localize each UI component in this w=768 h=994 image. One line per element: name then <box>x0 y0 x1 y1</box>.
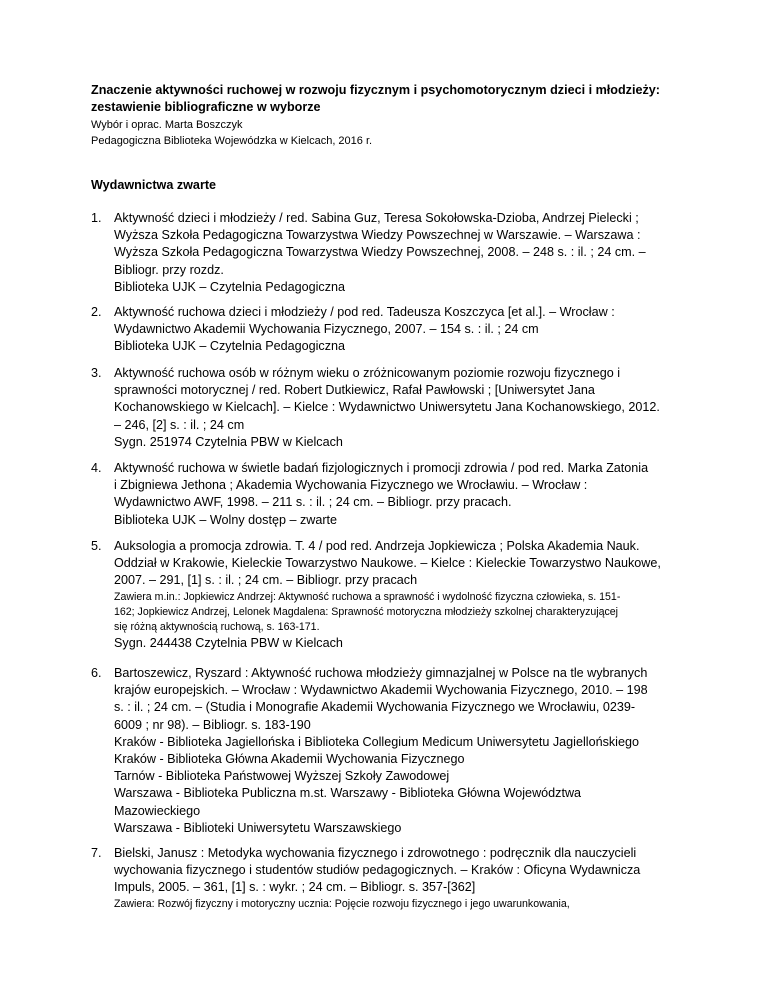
bibliography-entry-7 <box>91 845 691 912</box>
entry-number: 5. <box>91 539 102 553</box>
entry-line: Auksologia a promocja zdrowia. T. 4 / pod red. Andrzeja Jopkiewicza ; Polska Akademia Nauk. <box>114 539 640 553</box>
entry-line: sprawności motorycznej / red. Robert Dutkiewicz, Rafał Pawłowski ; [Uniwersytet Jana <box>114 383 595 398</box>
bibliography-entry-6 <box>91 665 691 837</box>
entry-line: Biblioteka UJK – Czytelnia Pedagogiczna <box>114 339 346 354</box>
entry-line: krajów europejskich. – Wrocław : Wydawnictwo Akademii Wychowania Fizycznego, 2010. – 198 <box>114 683 648 698</box>
entry-line: Aktywność ruchowa osób w różnym wieku o zróżnicowanym poziomie rozwoju fizycznego i <box>114 366 621 380</box>
entry-line: Aktywność dzieci i młodzieży / red. Sabina Guz, Teresa Sokołowska-Dzioba, Andrzej Pielecki ; <box>114 211 639 225</box>
entry-contents-note: Zawiera: Rozwój fizyczny i motoryczny ucznia: Pojęcie rozwoju fizycznego i jego uwarunkowania, <box>114 897 570 910</box>
entry-line: Wydawnictwo AWF, 1998. – 211 s. : il. ; 24 cm. – Bibliogr. przy pracach. <box>114 495 512 510</box>
entry-line: Warszawa - Biblioteki Uniwersytetu Warszawskiego <box>114 820 402 835</box>
entry-line: Bartoszewicz, Ryszard : Aktywność ruchowa młodzieży gimnazjalnej w Polsce na tle wybranych <box>114 666 648 680</box>
entry-line: Sygn. 251974 Czytelnia PBW w Kielcach <box>114 434 343 449</box>
entry-line: Kraków - Biblioteka Jagiellońska i Biblioteka Collegium Medicum Uniwersytetu Jagiellońskiego <box>114 734 639 749</box>
section-heading: Wydawnictwa zwarte <box>91 178 217 192</box>
entry-line: 6009 ; nr 98). – Bibliogr. s. 183-190 <box>114 717 311 732</box>
entry-line: Bibliogr. przy rozdz. <box>114 262 224 277</box>
publisher-line: Pedagogiczna Biblioteka Wojewódzka w Kielcach, 2016 r. <box>91 135 373 147</box>
compiler-line: Wybór i oprac. Marta Boszczyk <box>91 119 243 131</box>
entry-line: Biblioteka UJK – Czytelnia Pedagogiczna <box>114 279 346 294</box>
entry-line: Aktywność ruchowa dzieci i młodzieży / pod red. Tadeusza Koszczyca [et al.]. – Wrocław : <box>114 305 615 319</box>
bibliography-entry-3 <box>91 365 691 451</box>
entry-line: – 246, [2] s. : il. ; 24 cm <box>114 417 245 432</box>
document-title <box>91 82 711 116</box>
entry-number: 7. <box>91 846 102 860</box>
entry-line: Biblioteka UJK – Wolny dostęp – zwarte <box>114 512 338 527</box>
entry-line: wychowania fizycznego i studentów studiów pedagogicznych. – Kraków : Oficyna Wydawnicza <box>114 863 641 878</box>
entry-line: Wydawnictwo Akademii Wychowania Fizycznego, 2007. – 154 s. : il. ; 24 cm <box>114 322 539 337</box>
entry-line: Kochanowskiego w Kielcach]. – Kielce : Wydawnictwo Uniwersytetu Jana Kochanowskiego, 2012. <box>114 400 660 415</box>
entry-contents-note: się różną aktywnością ruchową, s. 163-171. <box>114 620 320 633</box>
entry-line: 2007. – 291, [1] s. : il. ; 24 cm. – Bibliogr. przy pracach <box>114 573 418 588</box>
entry-line: Bielski, Janusz : Metodyka wychowania fizycznego i zdrowotnego : podręcznik dla nauczycieli <box>114 846 637 860</box>
entry-line: Impuls, 2005. – 361, [1] s. : wykr. ; 24 cm. – Bibliogr. s. 357-[362] <box>114 880 476 895</box>
title-line-2: zestawienie bibliograficzne w wyborze <box>91 100 321 114</box>
entry-number: 4. <box>91 461 102 475</box>
bibliography-entry-5 <box>91 538 691 652</box>
entry-line: Wyższa Szkoła Pedagogiczna Towarzystwa Wiedzy Powszechnej, 2008. – 248 s. : il. ; 24 cm. – <box>114 245 646 260</box>
entry-line: s. : il. ; 24 cm. – (Studia i Monografie Akademii Wychowania Fizycznego we Wrocławiu, 0239- <box>114 700 636 715</box>
bibliography-entry-1 <box>91 210 691 296</box>
entry-line: Kraków - Biblioteka Główna Akademii Wychowania Fizycznego <box>114 752 465 767</box>
entry-line: Warszawa - Biblioteka Publiczna m.st. Warszawy - Biblioteka Główna Województwa <box>114 786 582 801</box>
title-line-1: Znaczenie aktywności ruchowej w rozwoju fizycznym i psychomotorycznym dzieci i młodzieży: <box>91 83 660 97</box>
entry-contents-note: Zawiera m.in.: Jopkiewicz Andrzej: Aktywność ruchowa a sprawność i wydolność fizyczna człowieka, s. 151- <box>114 590 621 603</box>
entry-contents-note: 162; Jopkiewicz Andrzej, Lelonek Magdalena: Sprawność motoryczna młodzieży szkolnej charakteryzującej <box>114 605 619 618</box>
entry-line: Sygn. 244438 Czytelnia PBW w Kielcach <box>114 635 343 650</box>
entry-number: 6. <box>91 666 102 680</box>
entry-line: Mazowieckiego <box>114 803 201 818</box>
entry-line: Tarnów - Biblioteka Państwowej Wyższej Szkoły Zawodowej <box>114 769 450 784</box>
entry-line: i Zbigniewa Jethona ; Akademia Wychowania Fizycznego we Wrocławiu. – Wrocław : <box>114 478 588 493</box>
entry-number: 2. <box>91 305 102 319</box>
entry-line: Wyższa Szkoła Pedagogiczna Towarzystwa Wiedzy Powszechnej w Warszawie. – Warszawa : <box>114 228 641 243</box>
entry-line: Oddział w Krakowie, Kieleckie Towarzystwo Naukowe. – Kielce : Kieleckie Towarzystwo Naukowe, <box>114 556 661 571</box>
bibliography-entry-4 <box>91 460 691 529</box>
bibliography-entry-2 <box>91 304 691 356</box>
entry-number: 3. <box>91 366 102 380</box>
entry-line: Aktywność ruchowa w świetle badań fizjologicznych i promocji zdrowia / pod red. Marka Zatonia <box>114 461 649 475</box>
entry-number: 1. <box>91 211 102 225</box>
